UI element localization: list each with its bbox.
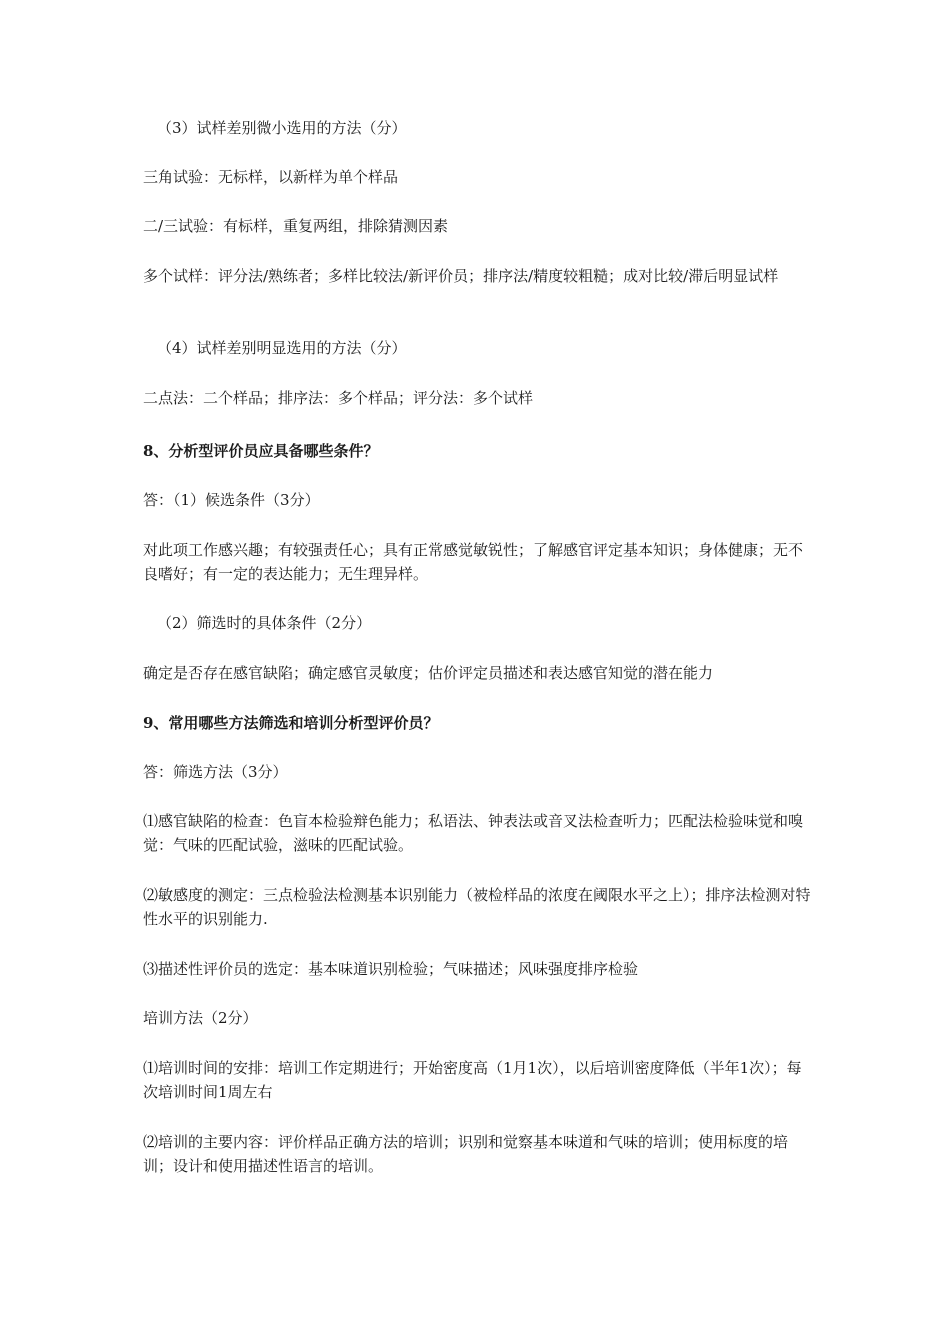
subheading: 培训方法（2分）	[143, 1009, 258, 1027]
question-8: 8、分析型评价员应具备哪些条件？	[143, 442, 379, 460]
paragraph: ⑵培训的主要内容：评价样品正确方法的培训；识别和觉察基本味道和气味的培训；使用标度的培训；设计和使用描述性语言的培训。	[143, 1133, 789, 1175]
answer-9: 答：筛选方法（3分）	[143, 763, 288, 781]
subheading: （2）筛选时的具体条件（2分）	[157, 614, 372, 632]
paragraph: 二点法：二个样品；排序法：多个样品；评分法：多个试样	[143, 389, 534, 407]
subheading-4: （4）试样差别明显选用的方法（分）	[157, 339, 407, 357]
paragraph: ⑶描述性评价员的选定：基本味道识别检验；气味描述；风味强度排序检验	[143, 960, 639, 978]
paragraph: 三角试验：无标样，以新样为单个样品	[143, 168, 399, 186]
subheading-3: （3）试样差别微小选用的方法（分）	[157, 119, 407, 137]
answer-8: 答：（1）候选条件（3分）	[143, 491, 320, 509]
paragraph: ⑴感官缺陷的检查：色盲本检验辩色能力；私语法、钟表法或音叉法检查听力；匹配法检验味觉和嗅觉：气味的匹配试验，滋味的匹配试验。	[143, 812, 804, 854]
paragraph: 二/三试验：有标样，重复两组，排除猜测因素	[143, 217, 449, 235]
paragraph: 确定是否存在感官缺陷；确定感官灵敏度；估价评定员描述和表达感官知觉的潜在能力	[143, 664, 714, 682]
paragraph: 多个试样：评分法/熟练者；多样比较法/新评价员；排序法/精度较粗糙；成对比较/滞后明显试样	[143, 267, 779, 285]
paragraph: 对此项工作感兴趣；有较强责任心；具有正常感觉敏锐性；了解感官评定基本知识；身体健康；无不良嗜好；有一定的表达能力；无生理异样。	[143, 541, 804, 583]
paragraph: ⑵敏感度的测定：三点检验法检测基本识别能力（被检样品的浓度在阈限水平之上）；排序法检测对特性水平的识别能力.	[143, 886, 811, 928]
question-9: 9、常用哪些方法筛选和培训分析型评价员？	[143, 714, 439, 732]
paragraph: ⑴培训时间的安排：培训工作定期进行；开始密度高（1月1次），以后培训密度降低（半年1次）；每次培训时间1周左右	[143, 1059, 802, 1101]
